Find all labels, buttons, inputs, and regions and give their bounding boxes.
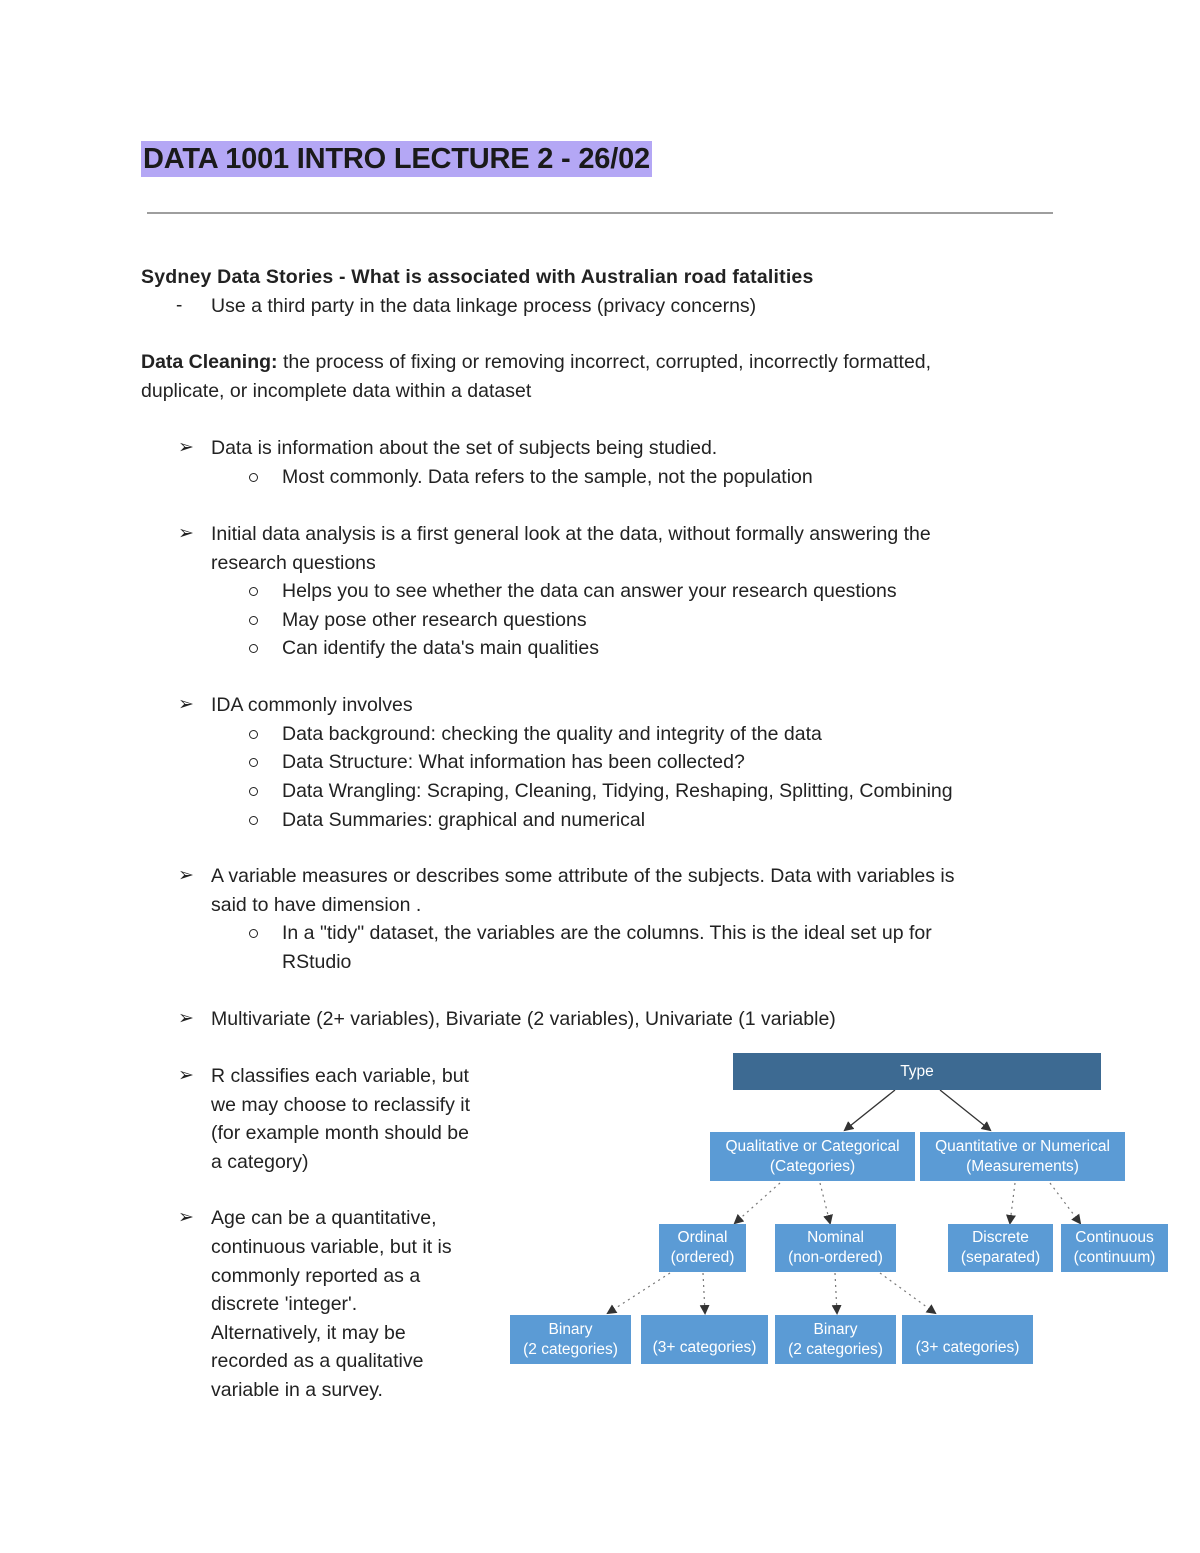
sub-bullet-circle-icon	[249, 816, 258, 825]
arrow-quantitative-to-discrete	[1010, 1183, 1015, 1223]
bullet-arrow-icon: ➢	[178, 1207, 194, 1228]
node-continuous	[1061, 1224, 1168, 1272]
sub-bullet-circle-icon	[249, 473, 258, 482]
node-quantitative-line-2: (Measurements)	[966, 1157, 1079, 1175]
sub-bullet-circle-icon	[249, 758, 258, 767]
node-qualitative	[710, 1132, 915, 1181]
sub-bullet-circle-icon	[249, 616, 258, 625]
sub-bullet-circle-icon	[249, 787, 258, 796]
node-ordinal-multi	[641, 1315, 768, 1364]
bullet-2-line-1: Initial data analysis is a first general look at the data, without formally answering the	[211, 523, 931, 545]
node-nominal-binary	[775, 1315, 896, 1364]
node-ordinal-binary-line-2: (2 categories)	[523, 1340, 618, 1358]
node-qualitative-line-1: Qualitative or Categorical	[725, 1137, 900, 1155]
node-nominal-multi-line-1: (3+ categories)	[915, 1339, 1020, 1356]
bullet-6-line-2: we may choose to reclassify it	[211, 1094, 471, 1116]
bullet-7-line-2: continuous variable, but it is	[211, 1236, 452, 1258]
node-nominal-line-1: Nominal	[807, 1229, 864, 1246]
node-nominal-binary-line-2: (2 categories)	[788, 1340, 883, 1358]
bullet-4-line-1: A variable measures or describes some attribute of the subjects. Data with variables is	[211, 865, 955, 887]
bullet-7-line-1: Age can be a quantitative,	[211, 1207, 437, 1229]
bullet-2-line-2: research questions	[211, 552, 376, 574]
bullet-arrow-icon: ➢	[178, 1008, 194, 1029]
node-ordinal-line-2: (ordered)	[670, 1249, 735, 1266]
node-nominal-line-2: (non-ordered)	[788, 1249, 883, 1266]
arrow-nominal-to-multi	[880, 1273, 935, 1313]
arrow-type-to-quantitative	[940, 1090, 990, 1130]
arrow-nominal-to-binary	[835, 1273, 837, 1313]
node-type-root	[733, 1053, 1101, 1090]
horizontal-divider	[147, 212, 1053, 214]
bullet-7-line-6: recorded as a qualitative	[211, 1350, 424, 1372]
bullet-4-line-2: said to have dimension .	[211, 894, 422, 916]
bullet-arrow-icon: ➢	[178, 694, 194, 715]
node-continuous-line-2: (continuum)	[1073, 1249, 1156, 1266]
bullet-1-sub-1: Most commonly. Data refers to the sample, not the population	[282, 466, 813, 488]
node-discrete-line-1: Discrete	[972, 1229, 1029, 1246]
dash-item-third-party: Use a third party in the data linkage process (privacy concerns)	[211, 295, 757, 317]
bullet-4-sub-1-line-2: RStudio	[282, 951, 352, 973]
arrow-qualitative-to-nominal	[820, 1183, 830, 1223]
node-nominal	[775, 1224, 896, 1272]
bullet-arrow-icon: ➢	[178, 865, 194, 886]
arrow-ordinal-to-multi	[703, 1273, 705, 1313]
data-cleaning-line-1	[141, 348, 931, 377]
bullet-arrow-icon: ➢	[178, 523, 194, 544]
dash-marker: -	[176, 295, 183, 316]
bullet-7-line-7: variable in a survey.	[211, 1379, 383, 1401]
node-quantitative-line-1: Quantitative or Numerical	[935, 1137, 1110, 1155]
bullet-4-sub-1-line-1: In a "tidy" dataset, the variables are the columns. This is the ideal set up for	[282, 922, 932, 944]
node-continuous-line-1: Continuous	[1075, 1229, 1154, 1246]
bullet-2-sub-3: Can identify the data's main qualities	[282, 637, 599, 659]
bullet-2-sub-2: May pose other research questions	[282, 609, 587, 631]
bullet-3-text: IDA commonly involves	[211, 694, 413, 716]
title-wrapper	[141, 141, 652, 177]
data-cleaning-term: Data Cleaning:	[141, 351, 278, 373]
sub-bullet-circle-icon	[249, 644, 258, 653]
arrow-qualitative-to-ordinal	[735, 1183, 780, 1223]
arrow-type-to-qualitative	[845, 1090, 895, 1130]
bullet-arrow-icon: ➢	[178, 437, 194, 458]
node-ordinal	[659, 1224, 746, 1272]
node-nominal-binary-line-1: Binary	[813, 1320, 858, 1338]
data-cleaning-def-1: the process of fixing or removing incorrect, corrupted, incorrectly formatted,	[277, 351, 932, 373]
bullet-5-text: Multivariate (2+ variables), Bivariate (2 variables), Univariate (1 variable)	[211, 1008, 836, 1030]
node-qualitative-line-2: (Categories)	[769, 1157, 856, 1175]
bullet-2-sub-1: Helps you to see whether the data can answer your research questions	[282, 580, 897, 602]
sub-bullet-circle-icon	[249, 730, 258, 739]
node-discrete-line-2: (separated)	[960, 1249, 1041, 1266]
node-ordinal-binary	[510, 1315, 631, 1364]
bullet-6-line-1: R classifies each variable, but	[211, 1065, 469, 1087]
arrow-quantitative-to-continuous	[1050, 1183, 1080, 1223]
sub-bullet-circle-icon	[249, 929, 258, 938]
bullet-3-sub-2: Data Structure: What information has been collected?	[282, 751, 745, 773]
section-heading-data-stories: Sydney Data Stories - What is associated with Australian road fatalities	[141, 266, 814, 288]
node-nominal-multi	[902, 1315, 1033, 1364]
variable-type-diagram	[505, 1048, 1175, 1378]
page-title: DATA 1001 INTRO LECTURE 2 - 26/02	[143, 143, 650, 175]
bullet-7-line-5: Alternatively, it may be	[211, 1322, 406, 1344]
bullet-3-sub-4: Data Summaries: graphical and numerical	[282, 809, 646, 831]
bullet-6-line-4: a category)	[211, 1151, 309, 1173]
bullet-3-sub-3: Data Wrangling: Scraping, Cleaning, Tidying, Reshaping, Splitting, Combining	[282, 780, 953, 802]
bullet-3-sub-1: Data background: checking the quality and integrity of the data	[282, 723, 822, 745]
bullet-1-text: Data is information about the set of subjects being studied.	[211, 437, 718, 459]
node-discrete	[948, 1224, 1053, 1272]
node-ordinal-binary-line-1: Binary	[548, 1320, 593, 1338]
arrow-ordinal-to-binary	[608, 1273, 670, 1313]
node-ordinal-multi-line-1: (3+ categories)	[652, 1339, 757, 1356]
node-type-label: Type	[900, 1062, 934, 1080]
bullet-7-line-3: commonly reported as a	[211, 1265, 421, 1287]
bullet-7-line-4: discrete 'integer'.	[211, 1293, 358, 1315]
node-quantitative	[920, 1132, 1125, 1181]
node-ordinal-line-1: Ordinal	[677, 1229, 728, 1246]
bullet-6-line-3: (for example month should be	[211, 1122, 469, 1144]
data-cleaning-def-2: duplicate, or incomplete data within a dataset	[141, 380, 532, 402]
bullet-arrow-icon: ➢	[178, 1065, 194, 1086]
sub-bullet-circle-icon	[249, 587, 258, 596]
